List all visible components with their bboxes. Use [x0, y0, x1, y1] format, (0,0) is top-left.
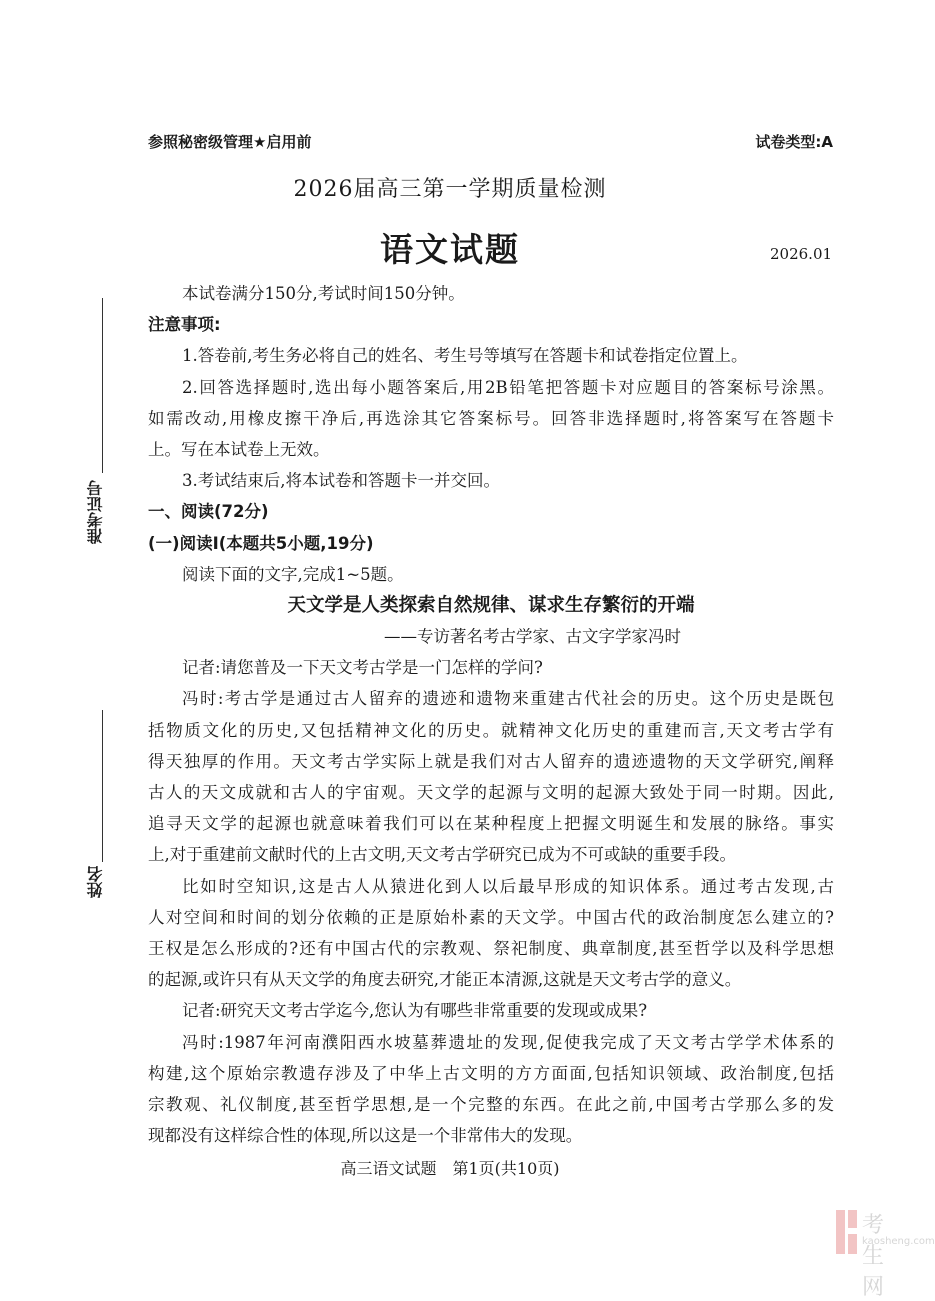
- article-title: 天文学是人类探索自然规律、谋求生存繁衍的开端: [287, 594, 695, 616]
- paragraph-line: 如需改动,用橡皮擦干净后,再选涂其它答案标号。回答非选择题时,将答案写在答题卡: [148, 408, 834, 428]
- exam-name: 2026届高三第一学期质量检测: [293, 177, 607, 202]
- paragraph-line: 构建,这个原始宗教遗存涉及了中华上古文明的方方面面,包括知识领域、政治制度,包括: [148, 1063, 834, 1083]
- paragraph-line: 1.答卷前,考生务必将自己的姓名、考生号等填写在答题卡和试卷指定位置上。: [182, 346, 748, 366]
- paragraph-line: 记者:请您普及一下天文考古学是一门怎样的学问?: [182, 658, 543, 678]
- page-title: 语文试题: [380, 230, 520, 269]
- paragraph-line: 的起源,或许只有从天文学的角度去研究,才能正本清源,这就是天文考古学的意义。: [148, 970, 742, 990]
- paragraph-line: 3.考试结束后,将本试卷和答题卡一并交回。: [182, 471, 500, 491]
- watermark-url: kaosheng.com: [862, 1236, 935, 1247]
- article-subtitle: ——专访著名考古学家、古文字学家冯时: [384, 627, 681, 647]
- paragraph-line: 上,对于重建前文献时代的上古文明,天文考古学研究已成为不可或缺的重要手段。: [148, 845, 736, 865]
- paragraph-line: 王权是怎么形成的?还有中国古代的宗教观、祭祀制度、典章制度,甚至哲学以及科学思想: [148, 938, 834, 958]
- intro-text: 本试卷满分150分,考试时间150分钟。: [182, 284, 465, 303]
- notice-heading: 注意事项:: [148, 315, 221, 335]
- paragraph-line: 现都没有这样综合性的体现,所以这是一个非常伟大的发现。: [148, 1126, 583, 1146]
- page-footer: 高三语文试题 第1页(共10页): [340, 1159, 560, 1178]
- paragraph-line: 宗教观、礼仪制度,甚至哲学思想,是一个完整的东西。在此之前,中国考古学那么多的发: [148, 1094, 834, 1114]
- article-body: [148, 652, 834, 1151]
- section-instruction: 阅读下面的文字,完成1~5题。: [182, 564, 404, 584]
- section-heading: 一、阅读(72分): [148, 502, 269, 522]
- paragraph-line: 括物质文化的历史,又包括精神文化的历史。就精神文化历史的重建而言,天文考古学有: [148, 720, 834, 740]
- paragraph-line: 记者:研究天文考古学迄今,您认为有哪些非常重要的发现或成果?: [182, 1001, 648, 1021]
- notice-list: [148, 340, 834, 496]
- paper-type-label: 试卷类型:A: [755, 133, 833, 151]
- exam-date: 2026.01: [770, 245, 833, 263]
- secrecy-label: 参照秘密级管理★启用前: [148, 133, 312, 151]
- exam-id-label: 准考证号: [86, 480, 105, 544]
- paragraph-line: 冯时:1987年河南濮阳西水坡墓葬遗址的发现,促使我完成了天文考古学学术体系的: [182, 1032, 834, 1052]
- paragraph-line: 2.回答选择题时,选出每小题答案后,用2B铅笔把答题卡对应题目的答案标号涂黑。: [182, 377, 834, 397]
- paragraph-line: 上。写在本试卷上无效。: [148, 439, 330, 459]
- name-line: [102, 710, 103, 862]
- page-content: [148, 278, 834, 1151]
- name-label: 姓名: [86, 866, 105, 898]
- paragraph-line: 人对空间和时间的划分依赖的正是原始朴素的天文学。中国古代的政治制度怎么建立的?: [148, 907, 834, 927]
- exam-id-line: [102, 298, 103, 473]
- paragraph-line: 比如时空知识,这是古人从猿进化到人以后最早形成的知识体系。通过考古发现,古: [182, 876, 834, 896]
- section-subheading: (一)阅读Ⅰ(本题共5小题,19分): [148, 533, 374, 553]
- paragraph-line: 冯时:考古学是通过古人留弃的遗迹和遗物来重建古代社会的历史。这个历史是既包: [182, 689, 834, 709]
- paragraph-line: 追寻天文学的起源也就意味着我们可以在某种程度上把握文明诞生和发展的脉络。事实: [148, 814, 834, 834]
- watermark-name: 考生网: [862, 1213, 884, 1300]
- paragraph-line: 古人的天文成就和古人的宇宙观。天文学的起源与文明的起源大致处于同一时期。因此,: [148, 783, 834, 802]
- paragraph-line: 得天独厚的作用。天文考古学实际上就是我们对古人留弃的遗迹遗物的天文学研究,阐释: [148, 751, 834, 771]
